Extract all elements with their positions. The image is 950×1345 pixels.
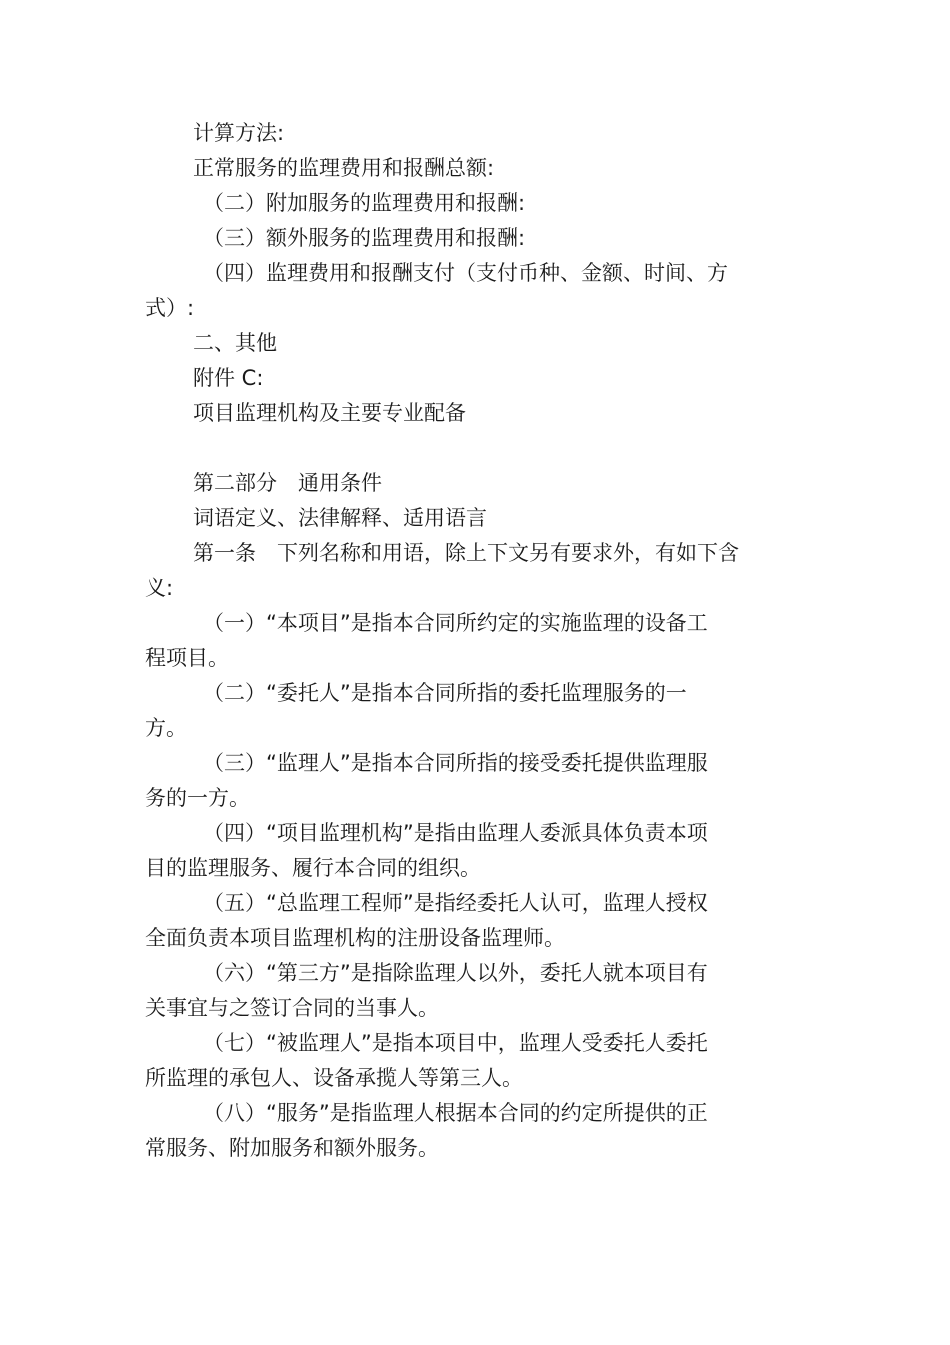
document-body [145, 116, 765, 1166]
section-other-heading: 二、其他 [193, 331, 277, 355]
additional-service-fee-line: （二）附加服务的监理费用和报酬: [203, 191, 526, 215]
article-one-line: 第一条 下列名称和用语，除上下文另有要求外，有如下含 [193, 541, 739, 565]
definition-8-line: （八）“服务”是指监理人根据本合同的约定所提供的正 [203, 1101, 708, 1125]
extra-service-fee-line: （三）额外服务的监理费用和报酬: [203, 226, 526, 250]
blank-gap [145, 431, 765, 466]
definition-6-line: （六）“第三方”是指除监理人以外，委托人就本项目有 [203, 961, 708, 985]
definition-2-line: （二）“委托人”是指本合同所指的委托监理服务的一 [203, 681, 687, 705]
definition-1-line: （一）“本项目”是指本合同所约定的实施监理的设备工 [203, 611, 708, 635]
definition-3-line-cont: 务的一方。 [145, 786, 250, 810]
definition-5-line-cont: 全面负责本项目监理机构的注册设备监理师。 [145, 926, 565, 950]
definitions-heading: 词语定义、法律解释、适用语言 [193, 506, 487, 530]
fee-payment-line-cont: 式）: [145, 296, 195, 320]
definition-1-line-cont: 程项目。 [145, 646, 229, 670]
normal-service-fee-line: 正常服务的监理费用和报酬总额: [193, 156, 495, 180]
definition-5-line: （五）“总监理工程师”是指经委托人认可，监理人授权 [203, 891, 708, 915]
definition-6-line-cont: 关事宜与之签订合同的当事人。 [145, 996, 439, 1020]
definition-4-line: （四）“项目监理机构”是指由监理人委派具体负责本项 [203, 821, 708, 845]
definition-3-line: （三）“监理人”是指本合同所指的接受委托提供监理服 [203, 751, 708, 775]
definition-7-line-cont: 所监理的承包人、设备承揽人等第三人。 [145, 1066, 523, 1090]
definition-2-line-cont: 方。 [145, 716, 187, 740]
definition-7-line: （七）“被监理人”是指本项目中，监理人受委托人委托 [203, 1031, 708, 1055]
part-two-heading: 第二部分 通用条件 [193, 471, 382, 495]
calc-method-heading: 计算方法: [193, 121, 285, 145]
definition-8-line-cont: 常服务、附加服务和额外服务。 [145, 1136, 439, 1160]
article-one-line-cont: 义: [145, 576, 174, 600]
fee-payment-line: （四）监理费用和报酬支付（支付币种、金额、时间、方 [203, 261, 728, 285]
appendix-c-title: 项目监理机构及主要专业配备 [193, 401, 466, 425]
appendix-c-heading: 附件 C: [193, 366, 264, 390]
definition-4-line-cont: 目的监理服务、履行本合同的组织。 [145, 856, 481, 880]
